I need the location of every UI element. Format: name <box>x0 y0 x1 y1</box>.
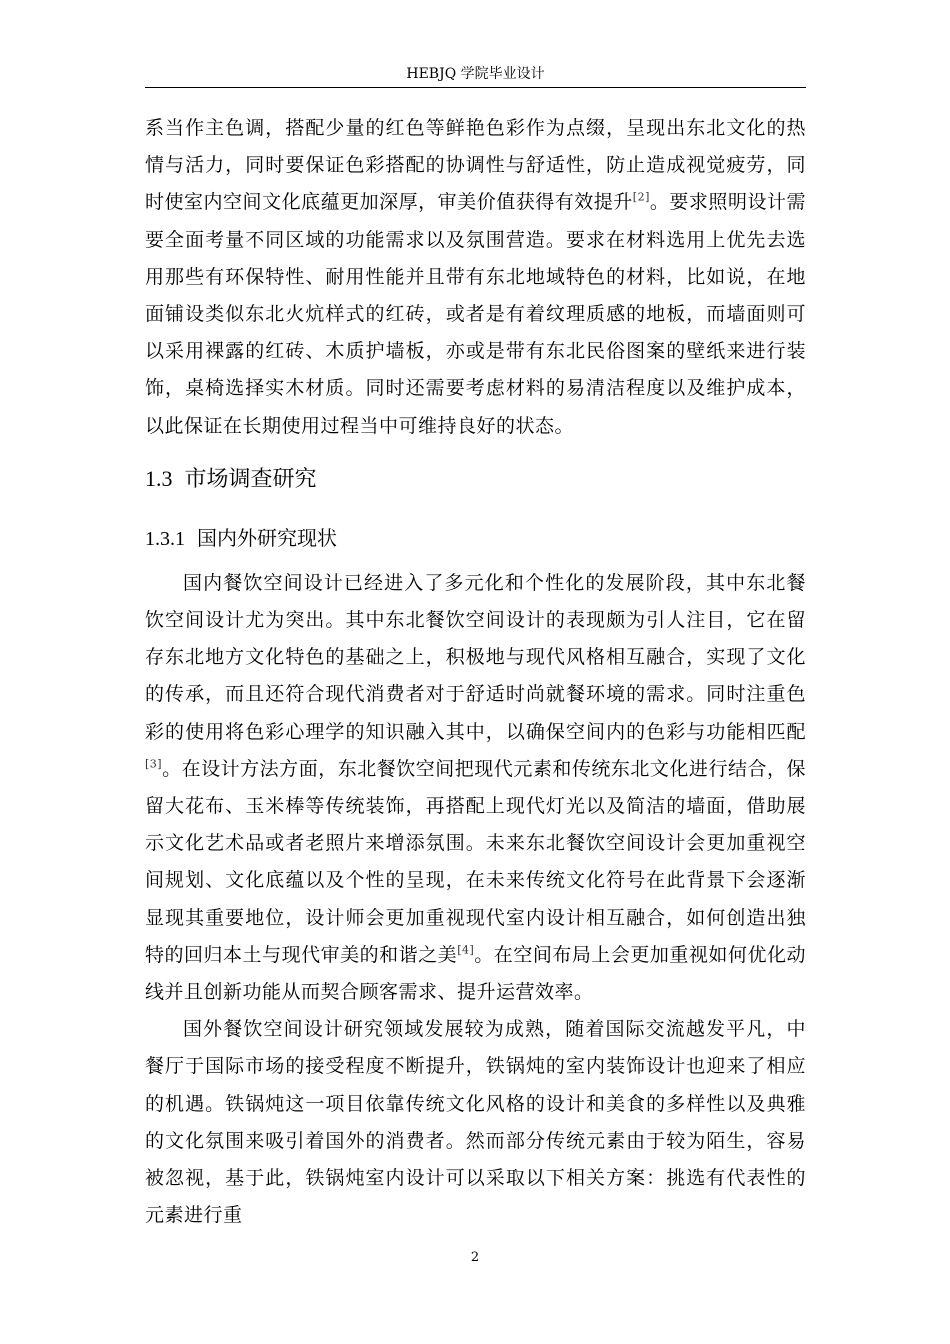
paragraph-text: 国外餐饮空间设计研究领域发展较为成熟，随着国际交流越发平凡，中餐厅于国际市场的接受程度不断提升，铁锅炖的室内装饰设计也迎来了相应的机遇。铁锅炖这一项目依靠传统文化风格的设计和美食的多样性以及典雅的文化氛围来吸引着国外的消费者。然而部分传统元素由于较为陌生，容易被忽视，基于此，铁锅炖室内设计可以采取以下相关方案：挑选有代表性的元素进行重 <box>145 1018 806 1227</box>
citation-ref: [3] <box>145 757 163 771</box>
paragraph-domestic-research <box>145 565 806 1011</box>
paragraph-text: 。在空间布局上会更加重视如何优化动线并且创新功能从而契合顾客需求、提升运营效率。 <box>145 943 806 1004</box>
paragraph-foreign-research <box>145 1011 806 1234</box>
subsection-number: 1.3.1 <box>145 527 185 550</box>
page-body <box>145 110 806 1234</box>
citation-ref: [4] <box>457 943 475 957</box>
subsection-heading <box>145 521 806 555</box>
citation-ref: [2] <box>632 191 650 205</box>
page-number: 2 <box>470 1250 480 1265</box>
paragraph-text: 。在设计方法方面，东北餐饮空间把现代元素和传统东北文化进行结合，保留大花布、玉米棒等传统装饰，再搭配上现代灯光以及简洁的墙面，借助展示文化艺术品或者老照片来增添氛围。未来东北餐饮空间设计会更加重视空间规划、文化底蕴以及个性的呈现，在未来传统文化符号在此背景下会逐渐显现其重要地位，设计师会更加重视现代室内设计相互融合，如何创造出独特的回归本土与现代审美的和谐之美 <box>145 757 806 966</box>
header-divider <box>145 87 806 88</box>
paragraph-color-lighting-materials <box>145 110 806 445</box>
subsection-title: 国内外研究现状 <box>197 525 337 550</box>
section-title: 市场调查研究 <box>184 466 317 492</box>
paragraph-text: 。要求照明设计需要全面考量不同区域的功能需求以及氛围营造。要求在材料选用上优先去选用那些有环保特性、耐用性能并且带有东北地域特色的材料，比如说，在地面铺设类似东北火炕样式的红砖，或者是有着纹理质感的地板，而墙面则可以采用裸露的红砖、木质护墙板，亦或是带有东北民俗图案的壁纸来进行装饰，桌椅选择实木材质。同时还需要考虑材料的易清洁程度以及维护成本，以此保证在长期使用过程当中可维持良好的状态。 <box>145 191 806 437</box>
section-number: 1.3 <box>145 465 173 491</box>
section-heading <box>145 461 806 497</box>
paragraph-text: 国内餐饮空间设计已经进入了多元化和个性化的发展阶段，其中东北餐饮空间设计尤为突出。其中东北餐饮空间设计的表现颇为引人注目，它在留存东北地方文化特色的基础之上，积极地与现代风格相互融合，实现了文化的传承，而且还符合现代消费者对于舒适时尚就餐环境的需求。同时注重色彩的使用将色彩心理学的知识融入其中，以确保空间内的色彩与功能相匹配 <box>145 571 806 743</box>
paragraph-text: 系当作主色调，搭配少量的红色等鲜艳色彩作为点缀，呈现出东北文化的热情与活力，同时要保证色彩搭配的协调性与舒适性，防止造成视觉疲劳，同时使室内空间文化底蕴更加深厚，审美价值获得有效提升 <box>145 117 806 214</box>
running-header: HEBJQ 学院毕业设计 <box>406 66 545 82</box>
